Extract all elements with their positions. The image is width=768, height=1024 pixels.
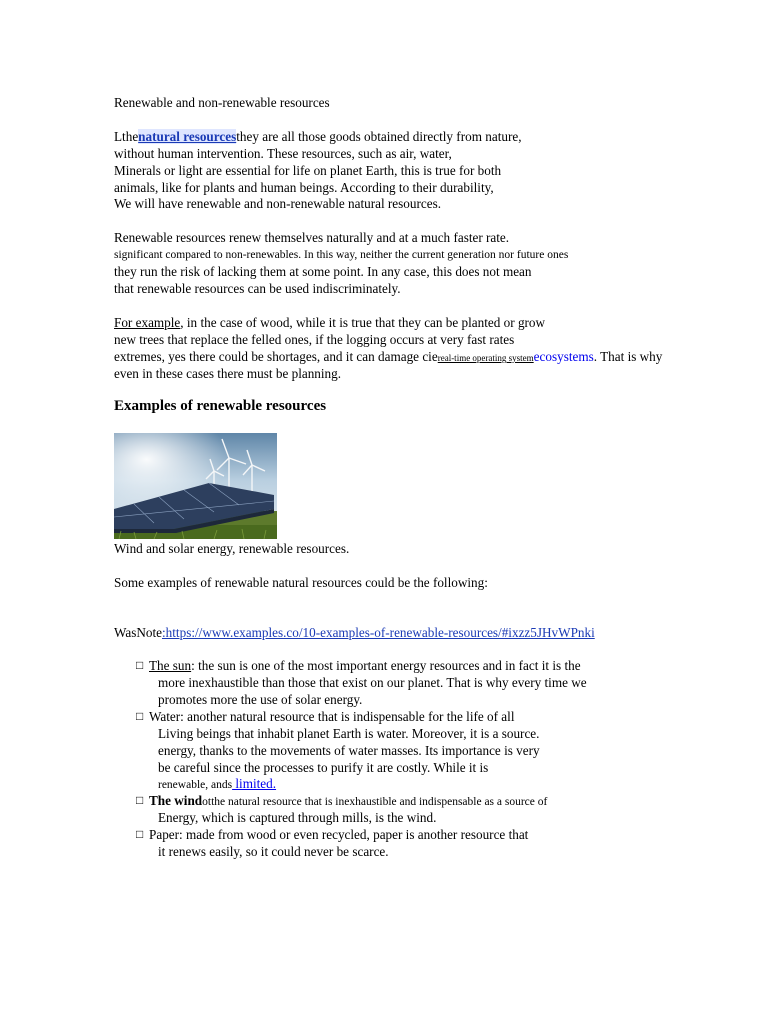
p2-line-4: that renewable resources can be used indiscriminately. [114, 281, 401, 296]
p1-line-5: We will have renewable and non-renewable natural resources. [114, 196, 442, 211]
wind-label: The wind [149, 793, 203, 808]
rtos-note: real-time operating system [437, 353, 534, 363]
p2-line-3: they run the risk of lacking them at some point. In any case, this does not mean [114, 264, 532, 279]
bullet-paper-line-1: Paper: made from wood or even recycled, paper is another resource that [149, 827, 529, 842]
p1-line-4: animals, like for plants and human beings. According to their durability, [114, 180, 494, 195]
p1-line-2: without human intervention. These resources, such as air, water, [114, 146, 452, 161]
bullet-wind-line-1 [149, 793, 547, 810]
bullet-paper-line-2: it renews easily, so it could never be scarce. [158, 844, 389, 859]
bullet-box-icon: □ [136, 827, 144, 841]
p2-line-2: significant compared to non-renewables. In this way, neither the current generation nor future ones [114, 249, 569, 261]
bullet-water-line-2: Living beings that inhabit planet Earth is water. Moreover, it is a source. [158, 726, 540, 741]
p3-line-3-pre: extremes, yes there could be shortages, and it can damage cie [114, 349, 438, 364]
bullet-water-line-4: be careful since the processes to purify it are costly. While it is [158, 760, 489, 775]
for-example-link[interactable]: For example [114, 315, 181, 330]
note-prefix: WasNote [114, 625, 163, 640]
bullet-box-icon: □ [136, 709, 144, 723]
p1-line-1 [114, 129, 522, 145]
limited-link[interactable]: limited. [232, 776, 277, 791]
bullet-box-icon: □ [136, 658, 144, 672]
image-caption: Wind and solar energy, renewable resources. [114, 541, 350, 556]
ecosystems-link[interactable]: ecosystems [533, 349, 594, 364]
bullet-water-line-5 [158, 776, 276, 793]
bullet-box-icon: □ [136, 793, 144, 807]
bullet-wind-line-2: Energy, which is captured through mills, is the wind. [158, 810, 437, 825]
examples-intro: Some examples of renewable natural resources could be the following: [114, 575, 488, 590]
wind-line-1-rest: otthe natural resource that is inexhaustible and indispensable as a source of [202, 796, 548, 808]
p1-line-3: Minerals or light are essential for life on planet Earth, this is true for both [114, 163, 502, 178]
bullet-sun-line-3: promotes more the use of solar energy. [158, 692, 363, 707]
bullet-water-line-1: Water: another natural resource that is indispensable for the life of all [149, 709, 515, 724]
p3-line-2: new trees that replace the felled ones, if the logging occurs at very fast rates [114, 332, 515, 347]
bullet-water-line-3: energy, thanks to the movements of water masses. Its importance is very [158, 743, 540, 758]
bullet-sun-line-1 [149, 658, 581, 674]
document-title: Renewable and non-renewable resources [114, 95, 330, 110]
p2-line-1: Renewable resources renew themselves naturally and at a much faster rate. [114, 230, 510, 245]
p3-line-4: even in these cases there must be planning. [114, 366, 342, 381]
water-line-5-pre: renewable, ands [158, 779, 233, 791]
wind-solar-image [114, 433, 277, 539]
p3-line-1-rest: , in the case of wood, while it is true that they can be planted or grow [180, 315, 546, 330]
p1-line-1-rest: they are all those goods obtained directly from nature, [236, 129, 522, 144]
natural-resources-link[interactable]: natural resources [138, 129, 237, 144]
source-note [114, 625, 595, 641]
source-url-link[interactable]: :https://www.examples.co/10-examples-of-renewable-resources/#ixzz5JHvWPnki [162, 625, 595, 640]
p3-line-1 [114, 315, 545, 331]
bullet-sun-line-2: more inexhaustible than those that exist on our planet. That is why every time we [158, 675, 587, 690]
p3-line-3-rest: . That is why [593, 349, 663, 364]
section-heading: Examples of renewable resources [114, 398, 327, 414]
sun-label[interactable]: The sun [149, 658, 192, 673]
p3-line-3 [114, 349, 662, 366]
sun-line-1-rest: : the sun is one of the most important energy resources and in fact it is the [191, 658, 581, 673]
p1-prefix: Lthe [114, 129, 139, 144]
